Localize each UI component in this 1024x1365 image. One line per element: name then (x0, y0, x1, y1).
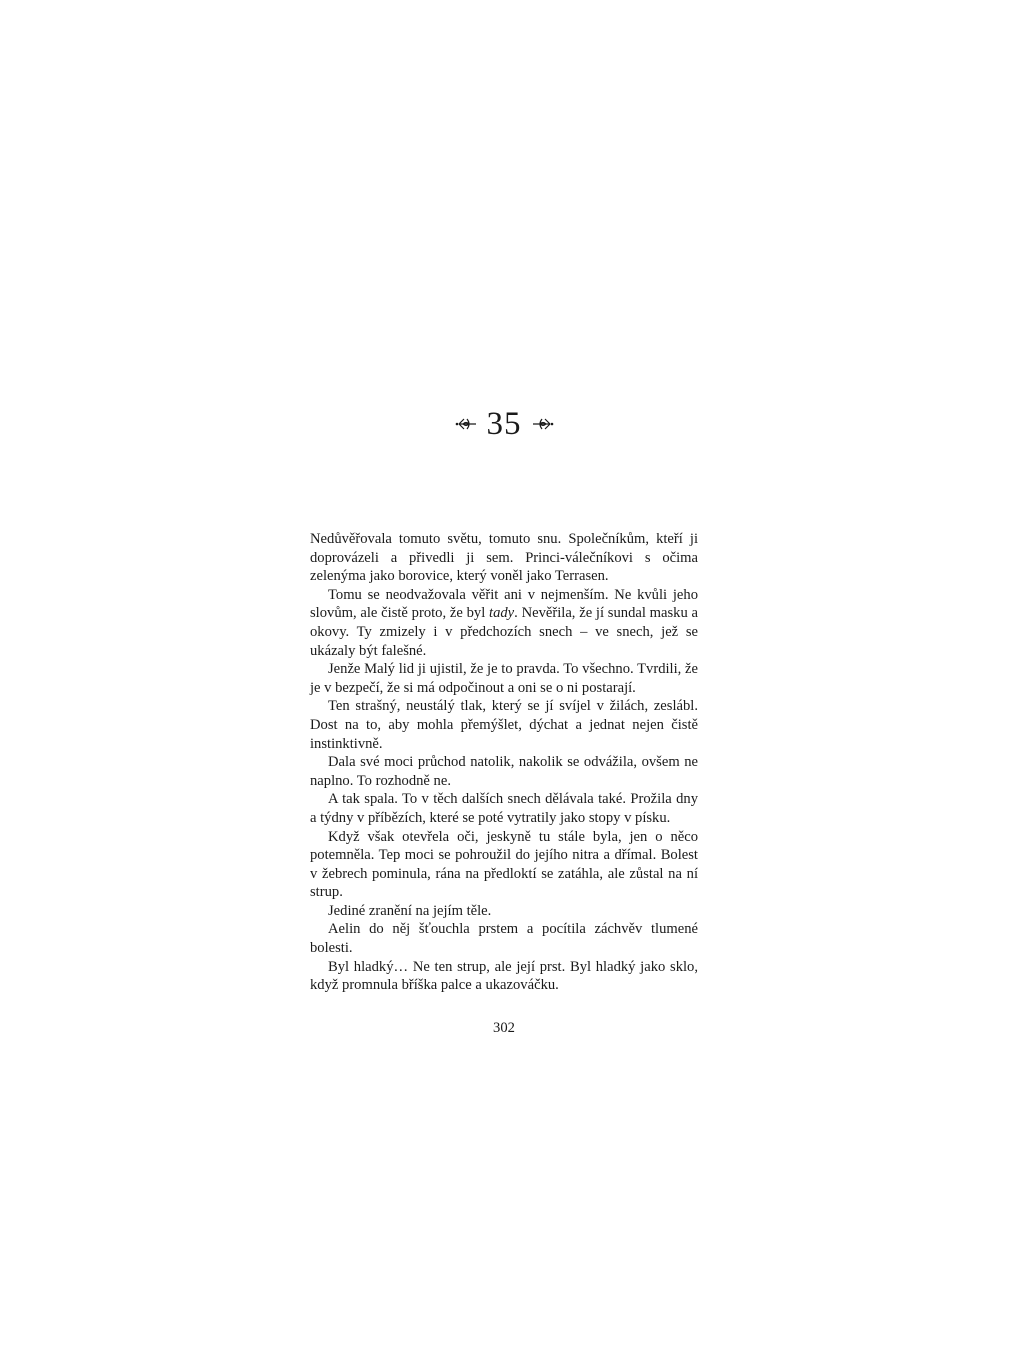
paragraph: Dala své moci průchod natolik, nakolik se odvážila, ovšem ne naplno. To rozhodně ne. (310, 754, 698, 789)
paragraph: A tak spala. To v těch dalších snech dělávala také. Prožila dny a týdny v příbězích, které se poté vytratily jako stopy v písku. (310, 791, 698, 826)
paragraph-text: Tomu se neodvažovala věřit ani v nejmenším. Ne kvůli jeho slovům, ale čistě proto, že byl (310, 586, 698, 622)
paragraph: Aelin do něj šťouchla prstem a pocítila záchvěv tlumené bolesti. (310, 921, 698, 957)
page-number: 302 (493, 1020, 515, 1036)
flourish-right-icon (532, 415, 554, 433)
paragraph: Nedůvěřovala tomuto světu, tomuto snu. Společníkům, kteří ji doprovázeli a přivedli ji sem. Princi-válečníkovi s očima zelenýma jako borovice, který voněl jako Terrasen. (310, 531, 698, 585)
paragraph: Byl hladký… Ne ten strup, ale její prst. Byl hladký jako sklo, když promnula bříška palce a ukazováčku. (310, 958, 698, 994)
paragraph: Jediné zranění na jejím těle. (328, 902, 492, 919)
flourish-left-icon (455, 415, 477, 433)
paragraph: Když však otevřela oči, jeskyně tu stále byla, jen o něco potemněla. Tep moci se pohroužil do jejího nitra a dřímal. Bolest v žebrech pominula, rána na předloktí se zatáhla, ale zůstal na ní strup. (310, 828, 698, 901)
paragraph-text: . Nevěřila, že jí sundal masku a okovy. Ty zmizely i v předchozích snech – ve snech, jež se ukázaly být falešné. (310, 605, 699, 659)
paragraph: Ten strašný, neustálý tlak, který se jí svíjel v žilách, zeslábl. Dost na to, aby mohla přemýšlet, dýchat a jednat nejen čistě instinktivně. (310, 698, 698, 752)
paragraph: Jenže Malý lid ji ujistil, že je to pravda. To všechno. Tvrdili, že je v bezpečí, že si má odpočinout a oni se o ni postarají. (310, 661, 698, 696)
emphasized-word: tady (489, 605, 515, 622)
chapter-body-text (310, 530, 698, 995)
chapter-number: 35 (486, 406, 522, 442)
chapter-heading (0, 404, 1008, 444)
paragraph (310, 586, 698, 660)
